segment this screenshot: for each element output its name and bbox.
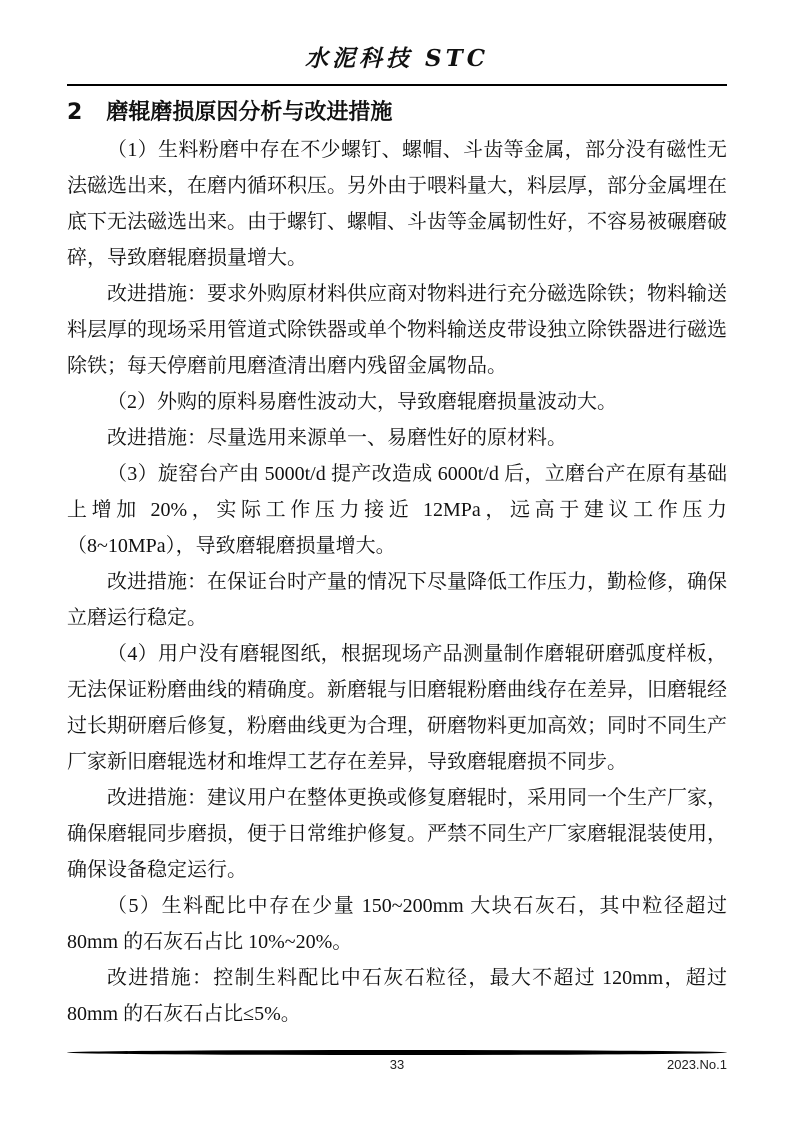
page-number: 33 (389, 1057, 405, 1072)
section-number: 2 (67, 100, 83, 125)
page-content (67, 0, 727, 1032)
paragraph-measure-4: 改进措施：建议用户在整体更换或修复磨辊时，采用同一个生产厂家，确保磨辊同步磨损，便于日常维护修复。严禁不同生产厂家磨辊混装使用，确保设备稳定运行。 (67, 787, 727, 881)
issue-number: 2023.No.1 (667, 1057, 727, 1072)
footer-rule (67, 1050, 727, 1055)
paragraph-measure-2: 改进措施：尽量选用来源单一、易磨性好的原材料。 (107, 427, 567, 449)
paragraph-measure-1: 改进措施：要求外购原材料供应商对物料进行充分磁选除铁；物料输送料层厚的现场采用管道式除铁器或单个物料输送皮带设独立除铁器进行磁选除铁；每天停磨前甩磨渣清出磨内残留金属物品。 (67, 283, 727, 377)
header-rule (67, 84, 727, 86)
page-footer (67, 1057, 727, 1072)
section-title: 磨辊磨损原因分析与改进措施 (106, 99, 393, 124)
section-heading (67, 95, 727, 126)
paragraph-cause-3: （3）旋窑台产由 5000t/d 提产改造成 6000t/d 后，立磨台产在原有基础上增加 20%，实际工作压力接近 12MPa，远高于建议工作压力（8~10MPa），导致磨辊磨损量增大。 (67, 463, 727, 557)
paragraph-cause-4: （4）用户没有磨辊图纸，根据现场产品测量制作磨辊研磨弧度样板，无法保证粉磨曲线的精确度。新磨辊与旧磨辊粉磨曲线存在差异，旧磨辊经过长期研磨后修复，粉磨曲线更为合理，研磨物料更加高效；同时不同生产厂家新旧磨辊选材和堆焊工艺存在差异，导致磨辊磨损不同步。 (67, 643, 727, 773)
paragraph-cause-2: （2）外购的原料易磨性波动大，导致磨辊磨损量波动大。 (107, 391, 617, 413)
paragraph-measure-3: 改进措施：在保证台时产量的情况下尽量降低工作压力，勤检修，确保立磨运行稳定。 (67, 571, 727, 629)
paragraph-cause-5: （5）生料配比中存在少量 150~200mm 大块石灰石，其中粒径超过 80mm 的石灰石占比 10%~20%。 (67, 895, 727, 953)
journal-title: 水泥科技 STC (304, 45, 490, 72)
paragraph-cause-1: （1）生料粉磨中存在不少螺钉、螺帽、斗齿等金属，部分没有磁性无法磁选出来，在磨内循环积压。另外由于喂料量大，料层厚，部分金属埋在底下无法磁选出来。由于螺钉、螺帽、斗齿等金属韧性好，不容易被碾磨破碎，导致磨辊磨损量增大。 (67, 139, 727, 269)
body-text (67, 132, 727, 1032)
paragraph-measure-5: 改进措施：控制生料配比中石灰石粒径，最大不超过 120mm，超过 80mm 的石灰石占比≤5%。 (67, 967, 727, 1025)
